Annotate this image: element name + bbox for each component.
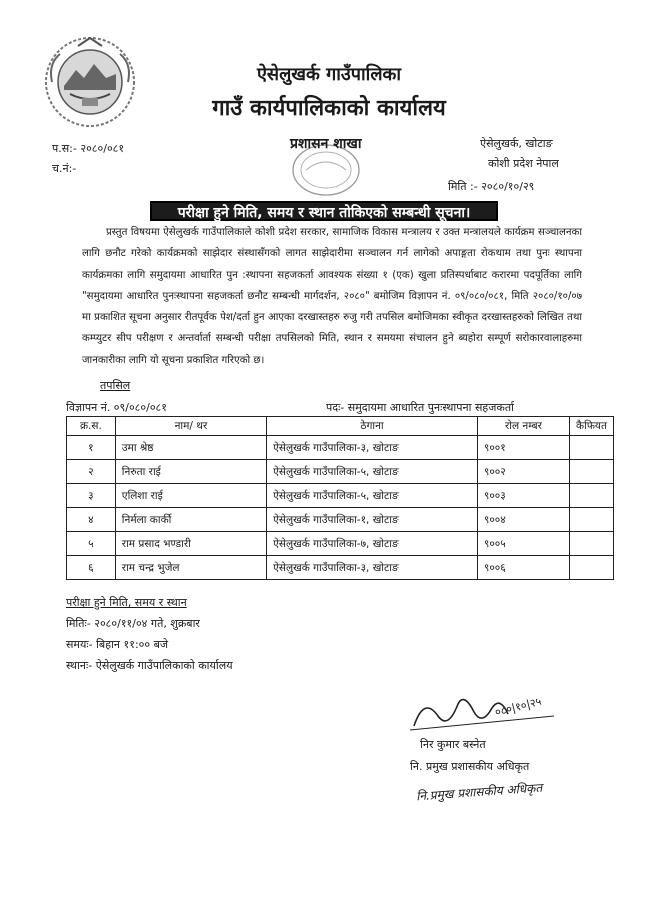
- cell-roll: ९००४: [477, 508, 569, 532]
- cell-roll: ९००२: [477, 460, 569, 484]
- cell-roll: ९००६: [477, 556, 569, 580]
- signatory-name: निर कुमार बस्नेत: [420, 738, 486, 751]
- cell-name: निर्मला कार्की: [115, 508, 266, 532]
- col-remarks: कैफियत: [570, 417, 614, 436]
- dispatch-number: च.नं:-: [52, 162, 77, 175]
- table-row: [67, 436, 614, 460]
- post-title: पदः- समुदायमा आधारित पुनःस्थापना सहजकर्ता: [326, 401, 514, 414]
- office-subtitle: गाउँ कार्यपालिकाको कार्यालय: [212, 96, 446, 121]
- schedule-heading: तपसिल: [100, 379, 131, 392]
- cell-serial: ५: [67, 532, 116, 556]
- cell-name: एलिशा राई: [115, 484, 266, 508]
- cell-address: ऐसेलुखर्क गाउँपालिका-३, खोटाङ: [267, 556, 478, 580]
- cell-serial: ६: [67, 556, 116, 580]
- table-row: [67, 508, 614, 532]
- cell-name: राम प्रसाद भण्डारी: [115, 532, 266, 556]
- candidate-table: [66, 416, 614, 580]
- notice-title: परीक्षा हुने मिति, समय र स्थान तोकिएको सम्बन्धी सूचना।: [150, 201, 498, 221]
- cell-address: ऐसेलुखर्क गाउँपालिका-७, खोटाङ: [267, 532, 478, 556]
- cell-remarks: [570, 460, 614, 484]
- cell-remarks: [570, 436, 614, 460]
- cell-address: ऐसेलुखर्क गाउँपालिका-५, खोटाङ: [267, 460, 478, 484]
- signature-icon: [404, 686, 564, 736]
- office-name: ऐसेलुखर्क गाउँपालिका: [256, 64, 402, 85]
- exam-place: स्थानः- ऐसेलुखर्क गाउँपालिकाको कार्यालय: [66, 659, 233, 672]
- cell-address: ऐसेलुखर्क गाउँपालिका-१, खोटाङ: [267, 508, 478, 532]
- col-serial: क्र.स.: [67, 417, 116, 436]
- cell-remarks: [570, 532, 614, 556]
- signatory-designation: नि. प्रमुख प्रशासकीय अधिकृत: [410, 760, 530, 773]
- notice-body: प्रस्तुत विषयमा ऐसेलुखर्क गाउँपालिकाले कोशी प्रदेश सरकार, सामाजिक विकास मन्त्रालय र उक्त मन्त्रालयले कार्यक्रम सञ्चालनका लागि छनौट गरेको कार्यक्रमको साझेदार संस्थासँगको लागत साझेदारीमा सञ्चालन गर्न लागेको अपाङ्गता रोकथाम तथा पुनः स्थापना कार्यक्रमका लागि समुदायमा आधारित पुन :स्थापना सहजकर्ता आवश्यक संख्या १ (एक) खुला प्रतिस्पर्धाबाट करारमा पदपूर्तिका लागि "समुदायमा आधारित पुनःस्थापना सहजकर्ता छनौट सम्बन्धी मार्गदर्शन, २०८०" बमोजिम विज्ञापन नं. ०९/०८०/०८१, मिति २०८०/१०/०७ मा प्रकाशित सूचना अनुसार रीतपूर्वक पेश/दर्ता हुन आएका दरखास्तहरु रुजु गरी तपसिल बमोजिमका स्वीकृत दरखास्तहरुको लिखित तथा कम्प्युटर सीप परीक्षण र अन्तर्वार्ता सम्बन्धी परीक्षा तपसिलको मिति, स्थान र समयमा संचालन हुने ब्यहोरा सम्पूर्ण सरोकारवालाहरुमा जानकारीका लागि यो सूचना प्रकाशित गरिएको छ।: [82, 227, 582, 366]
- cell-roll: ९००५: [477, 532, 569, 556]
- cell-serial: ४: [67, 508, 116, 532]
- exam-time: समयः- बिहान ११:०० बजे: [66, 638, 169, 651]
- advertisement-number: विज्ञापन नं. ०९/०८०/०८१: [66, 401, 167, 414]
- exam-heading: परीक्षा हुने मिति, समय र स्थान: [66, 596, 187, 609]
- cell-name: राम चन्द्र भुजेल: [115, 556, 266, 580]
- col-name: नाम/ थर: [115, 417, 266, 436]
- office-province: कोशी प्रदेश नेपाल: [488, 157, 559, 170]
- cell-name: उमा श्रेष्ठ: [115, 436, 266, 460]
- table-row: [67, 556, 614, 580]
- table-header-row: [67, 417, 614, 436]
- exam-date: मितिः- २०८०/११/०४ गते, शुक्रबार: [66, 617, 200, 630]
- cell-serial: ३: [67, 484, 116, 508]
- col-address: ठेगाना: [267, 417, 478, 436]
- cell-remarks: [570, 508, 614, 532]
- notice-date: मिति :- २०८०/१०/२९: [448, 180, 535, 193]
- table-row: [67, 460, 614, 484]
- cell-remarks: [570, 556, 614, 580]
- table-row: [67, 484, 614, 508]
- handwritten-designation: नि.प्रमुख प्रशासकीय अधिकृत: [415, 780, 543, 804]
- cell-serial: २: [67, 460, 116, 484]
- cell-serial: १: [67, 436, 116, 460]
- cell-address: ऐसेलुखर्क गाउँपालिका-३, खोटाङ: [267, 436, 478, 460]
- letter-number: प.स:- २०८०/०८१: [52, 142, 125, 155]
- cell-roll: ९००३: [477, 484, 569, 508]
- cell-roll: ९००१: [477, 436, 569, 460]
- cell-address: ऐसेलुखर्क गाउँपालिका-५, खोटाङ: [267, 484, 478, 508]
- office-place: ऐसेलुखर्क, खोटाङ: [480, 137, 553, 150]
- cell-remarks: [570, 484, 614, 508]
- col-roll: रोल नम्बर: [477, 417, 569, 436]
- signature-date: ०८०|१०|२५: [493, 694, 543, 719]
- table-row: [67, 532, 614, 556]
- cell-name: निरुता राई: [115, 460, 266, 484]
- section-name: प्रशासन शाखा: [290, 136, 362, 152]
